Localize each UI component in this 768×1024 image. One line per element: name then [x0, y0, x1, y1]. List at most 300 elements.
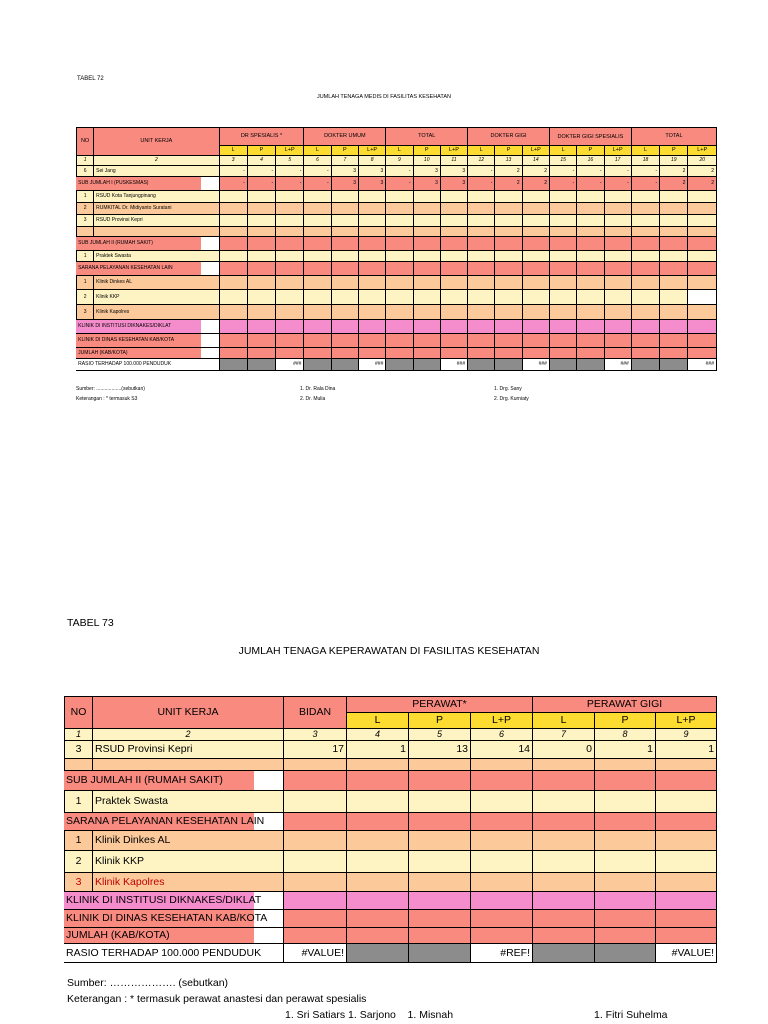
table-cell [347, 873, 409, 892]
table-cell [247, 251, 275, 262]
table-cell [660, 334, 688, 348]
table-cell [656, 831, 717, 851]
table-cell [358, 290, 385, 305]
table-cell [471, 892, 533, 910]
table-cell [522, 203, 549, 215]
table-cell [631, 276, 659, 290]
table-cell [522, 305, 549, 320]
table-cell [347, 851, 409, 873]
table-cell [495, 262, 522, 276]
column-number: 8 [595, 729, 656, 741]
table-cell: - [604, 166, 631, 177]
table-cell [549, 359, 576, 371]
table-cell [440, 320, 467, 334]
table-cell [358, 237, 385, 251]
table-cell [440, 237, 467, 251]
table-cell [533, 791, 595, 813]
row-number: 3 [65, 873, 93, 892]
column-number: 12 [468, 156, 495, 166]
table-cell [495, 191, 522, 203]
table-cell [219, 227, 247, 237]
subheader-cell: P [409, 713, 471, 729]
table-row [65, 791, 717, 813]
table-row [65, 892, 717, 910]
table-cell: - [304, 166, 331, 177]
table-cell [284, 791, 347, 813]
table-cell [533, 873, 595, 892]
table-cell [549, 320, 576, 334]
table-cell [471, 928, 533, 944]
table-cell [331, 305, 358, 320]
subheader-cell: L+P [358, 146, 385, 156]
table-cell [304, 227, 331, 237]
table-cell [688, 262, 717, 276]
table-72-signature-4: 2. Drg. Kurniaty [494, 396, 529, 402]
table-cell [631, 305, 659, 320]
row-number: 3 [65, 741, 93, 759]
table-cell [358, 334, 385, 348]
table-cell [386, 203, 413, 215]
table-cell [247, 305, 275, 320]
table-72-signature-2: 2. Dr. Mulia [300, 396, 326, 402]
row-label: Klinik Dinkes AL [94, 276, 219, 290]
row-label: RASIO TERHADAP 100.000 PENDUDUK [64, 944, 255, 963]
table-cell [595, 928, 656, 944]
column-number: 8 [358, 156, 385, 166]
table-cell [631, 359, 659, 371]
table-cell [304, 237, 331, 251]
table-cell [409, 873, 471, 892]
row-label: SUB JUMLAH II (RUMAH SAKIT) [76, 237, 201, 251]
table-cell [660, 215, 688, 227]
table-cell [522, 334, 549, 348]
table-cell: 13 [409, 741, 471, 759]
table-cell [331, 203, 358, 215]
column-number: 19 [660, 156, 688, 166]
table-72-title: JUMLAH TENAGA MEDIS DI FASILITAS KESEHATAN [316, 94, 452, 100]
table-cell: - [549, 166, 576, 177]
table-cell [471, 791, 533, 813]
table-cell: - [219, 166, 247, 177]
table-cell [247, 191, 275, 203]
table-cell [386, 191, 413, 203]
table-cell [276, 191, 304, 203]
table-cell [331, 262, 358, 276]
table-cell [468, 276, 495, 290]
table-cell [247, 334, 275, 348]
table-cell: 0 [533, 741, 595, 759]
subheader-cell: P [595, 713, 656, 729]
table-cell [358, 227, 385, 237]
table-cell [549, 290, 576, 305]
table-cell [549, 262, 576, 276]
row-label: SARANA PELAYANAN KESEHATAN LAIN [76, 262, 201, 276]
table-cell [533, 771, 595, 791]
header-dokter-gigi-spesialis: DOKTER GIGI SPESIALIS [549, 128, 631, 146]
table-row [77, 290, 717, 305]
table-cell [660, 290, 688, 305]
row-label: KLINIK DI DINAS KESEHATAN KAB/KOTA [76, 334, 201, 348]
table-cell [358, 320, 385, 334]
table-cell [386, 262, 413, 276]
subheader-cell: L+P [604, 146, 631, 156]
header-dokter-umum: DOKTER UMUM [304, 128, 386, 146]
table-cell [276, 262, 304, 276]
table-cell [660, 359, 688, 371]
table-72-note: Keterangan : * termasuk S3 [76, 396, 138, 402]
column-number: 15 [549, 156, 576, 166]
table-row [77, 262, 717, 276]
table-cell [413, 215, 440, 227]
column-number: 7 [533, 729, 595, 741]
table-cell: #REF! [471, 944, 533, 963]
table-cell [304, 276, 331, 290]
table-cell [660, 348, 688, 359]
table-cell [284, 759, 347, 771]
table-cell [495, 305, 522, 320]
table-cell [595, 873, 656, 892]
table-73-signature-right: 1. Fitri Suhelma [594, 1009, 668, 1021]
table-cell [304, 251, 331, 262]
table-row [77, 348, 717, 359]
table-cell: #VALUE! [284, 944, 347, 963]
table-row [65, 741, 717, 759]
row-number [65, 759, 93, 771]
table-cell: 2 [660, 177, 688, 191]
table-cell [495, 215, 522, 227]
table-cell [522, 227, 549, 237]
table-cell [284, 851, 347, 873]
table-row [77, 166, 717, 177]
table-cell [495, 227, 522, 237]
table-cell [468, 320, 495, 334]
table-cell [247, 359, 275, 371]
table-cell [219, 215, 247, 227]
table-cell: 3 [331, 166, 358, 177]
table-cell [595, 813, 656, 831]
table-cell [247, 215, 275, 227]
table-cell: 2 [495, 177, 522, 191]
row-label: KLINIK DI DINAS KESEHATAN KAB/KOTA [64, 910, 255, 928]
table-cell [413, 359, 440, 371]
column-number: 14 [522, 156, 549, 166]
row-number: 6 [77, 166, 94, 177]
table-cell [604, 305, 631, 320]
table-cell [347, 831, 409, 851]
table-cell [284, 910, 347, 928]
table-cell [549, 191, 576, 203]
table-cell: - [276, 166, 304, 177]
table-cell [595, 759, 656, 771]
table-cell: - [386, 177, 413, 191]
table-cell [276, 237, 304, 251]
row-number: 2 [77, 203, 94, 215]
table-cell [522, 191, 549, 203]
table-cell [386, 251, 413, 262]
row-label: Klinik Kapolres [94, 305, 219, 320]
table-cell [631, 348, 659, 359]
table-73-label: TABEL 73 [67, 617, 114, 629]
table-cell [533, 910, 595, 928]
table-cell [413, 334, 440, 348]
table-cell [595, 892, 656, 910]
table-cell [347, 910, 409, 928]
row-label: JUMLAH (KAB/KOTA) [76, 348, 201, 359]
table-cell [656, 928, 717, 944]
table-cell: 2 [495, 166, 522, 177]
table-cell [468, 227, 495, 237]
table-cell [631, 215, 659, 227]
table-cell [660, 203, 688, 215]
table-cell [304, 334, 331, 348]
subheader-cell: L [533, 713, 595, 729]
table-cell [688, 276, 717, 290]
table-cell [386, 334, 413, 348]
row-label: Sei Jang [94, 166, 219, 177]
table-cell [413, 203, 440, 215]
table-cell [533, 759, 595, 771]
table-cell [304, 320, 331, 334]
table-cell [595, 831, 656, 851]
table-cell [386, 320, 413, 334]
table-cell [468, 251, 495, 262]
column-number: 5 [276, 156, 304, 166]
subheader-cell: L [386, 146, 413, 156]
table-cell [656, 759, 717, 771]
table-cell [440, 276, 467, 290]
table-cell [495, 359, 522, 371]
table-cell: ### [522, 359, 549, 371]
table-cell [304, 305, 331, 320]
table-cell [549, 348, 576, 359]
table-cell [522, 237, 549, 251]
column-number: 11 [440, 156, 467, 166]
table-row [65, 928, 717, 944]
table-cell: #VALUE! [656, 944, 717, 963]
table-cell [495, 320, 522, 334]
table-row [77, 237, 717, 251]
table-cell [604, 348, 631, 359]
table-cell [413, 305, 440, 320]
row-number: 2 [65, 851, 93, 873]
table-cell [440, 215, 467, 227]
table-cell [577, 191, 604, 203]
column-number: 3 [284, 729, 347, 741]
table-cell [631, 262, 659, 276]
table-cell [577, 305, 604, 320]
row-number: 1 [65, 791, 93, 813]
table-cell [660, 276, 688, 290]
table-cell [276, 227, 304, 237]
table-cell [413, 227, 440, 237]
table-cell: 14 [471, 741, 533, 759]
table-cell [304, 262, 331, 276]
table-cell [284, 831, 347, 851]
table-cell [331, 334, 358, 348]
header-dokter-gigi: DOKTER GIGI [468, 128, 550, 146]
table-cell [440, 203, 467, 215]
table-cell [409, 759, 471, 771]
table-cell [495, 237, 522, 251]
table-cell [219, 251, 247, 262]
table-cell: 3 [440, 166, 467, 177]
row-number: 1 [77, 191, 94, 203]
table-cell [219, 320, 247, 334]
table-row [65, 910, 717, 928]
table-cell [413, 276, 440, 290]
table-cell: 3 [440, 177, 467, 191]
table-cell: 2 [522, 166, 549, 177]
table-cell [688, 320, 717, 334]
table-cell [347, 944, 409, 963]
column-number: 2 [93, 729, 284, 741]
table-cell [549, 227, 576, 237]
table-cell: 3 [413, 166, 440, 177]
table-cell [549, 215, 576, 227]
header-total-2: TOTAL [631, 128, 716, 146]
table-cell [522, 320, 549, 334]
table-cell [631, 334, 659, 348]
table-cell: - [631, 177, 659, 191]
subheader-cell: L+P [276, 146, 304, 156]
table-cell [533, 813, 595, 831]
table-cell [247, 227, 275, 237]
header-unit-kerja: UNIT KERJA [93, 697, 284, 729]
table-cell [688, 334, 717, 348]
table-cell [688, 203, 717, 215]
table-cell [549, 203, 576, 215]
header-total-1: TOTAL [386, 128, 468, 146]
table-72-label: TABEL 72 [77, 76, 104, 82]
table-cell: ### [688, 359, 717, 371]
table-cell: - [631, 166, 659, 177]
table-cell [247, 320, 275, 334]
table-cell: 2 [688, 177, 717, 191]
table-cell [219, 359, 247, 371]
table-cell [331, 215, 358, 227]
row-label: SUB JUMLAH II (RUMAH SAKIT) [64, 771, 255, 791]
column-number: 6 [471, 729, 533, 741]
table-cell [413, 262, 440, 276]
table-row [77, 320, 717, 334]
table-cell [247, 262, 275, 276]
table-cell [533, 851, 595, 873]
table-cell [331, 276, 358, 290]
column-number: 20 [688, 156, 717, 166]
table-cell [595, 791, 656, 813]
table-cell [631, 290, 659, 305]
table-cell: ### [358, 359, 385, 371]
table-cell [331, 191, 358, 203]
subheader-cell: L [347, 713, 409, 729]
table-cell [409, 944, 471, 963]
table-row [77, 276, 717, 290]
table-cell [604, 227, 631, 237]
row-label: Praktek Swasta [94, 251, 219, 262]
table-cell [595, 910, 656, 928]
table-cell [413, 251, 440, 262]
table-cell [660, 320, 688, 334]
table-cell [276, 251, 304, 262]
column-number: 16 [577, 156, 604, 166]
table-72-signature-1: 1. Dr. Rala Dina [300, 386, 336, 392]
table-cell [247, 348, 275, 359]
row-number: 3 [77, 305, 94, 320]
table-cell [331, 290, 358, 305]
table-cell [471, 831, 533, 851]
table-cell [347, 928, 409, 944]
table-cell [358, 215, 385, 227]
table-cell [577, 320, 604, 334]
subheader-cell: P [495, 146, 522, 156]
table-cell [409, 813, 471, 831]
table-cell [604, 251, 631, 262]
table-cell [688, 215, 717, 227]
table-cell [604, 215, 631, 227]
table-cell [284, 928, 347, 944]
table-cell [219, 290, 247, 305]
table-cell [468, 359, 495, 371]
table-cell [409, 831, 471, 851]
table-cell [604, 290, 631, 305]
table-cell [276, 320, 304, 334]
subheader-cell: L+P [471, 713, 533, 729]
table-cell [347, 791, 409, 813]
table-cell [276, 334, 304, 348]
table-cell [331, 227, 358, 237]
table-cell [577, 215, 604, 227]
table-cell [219, 237, 247, 251]
table-cell: - [247, 177, 275, 191]
table-cell: - [304, 177, 331, 191]
table-cell [409, 851, 471, 873]
row-number [77, 227, 94, 237]
table-cell [522, 262, 549, 276]
table-cell [219, 262, 247, 276]
table-cell [688, 227, 717, 237]
row-label [93, 759, 284, 771]
table-73-signatures: 1. Sri Satiars 1. Sarjono 1. Misnah [285, 1009, 454, 1021]
table-cell [413, 191, 440, 203]
table-row [77, 227, 717, 237]
table-cell [577, 237, 604, 251]
table-cell [660, 237, 688, 251]
table-cell [656, 892, 717, 910]
row-label: SUB JUMLAH I (PUSKESMAS) [76, 177, 201, 191]
subheader-cell: L [631, 146, 659, 156]
table-cell [409, 910, 471, 928]
table-cell [549, 276, 576, 290]
row-label: Praktek Swasta [93, 791, 284, 813]
subheader-cell: L [219, 146, 247, 156]
row-label: RSUD Provinsi Kepri [93, 741, 284, 759]
row-label: RSUD Kota Tanjungpinang [94, 191, 219, 203]
table-cell [577, 290, 604, 305]
table-row [65, 944, 717, 963]
table-cell [595, 771, 656, 791]
table-cell [495, 334, 522, 348]
table-cell [358, 348, 385, 359]
table-row [77, 177, 717, 191]
table-row [65, 851, 717, 873]
row-label [94, 227, 219, 237]
table-cell: - [577, 177, 604, 191]
table-row [65, 873, 717, 892]
table-cell [604, 191, 631, 203]
row-label: KLINIK DI INSTITUSI DIKNAKES/DIKLAT [76, 320, 201, 334]
table-cell [247, 290, 275, 305]
table-cell [577, 203, 604, 215]
